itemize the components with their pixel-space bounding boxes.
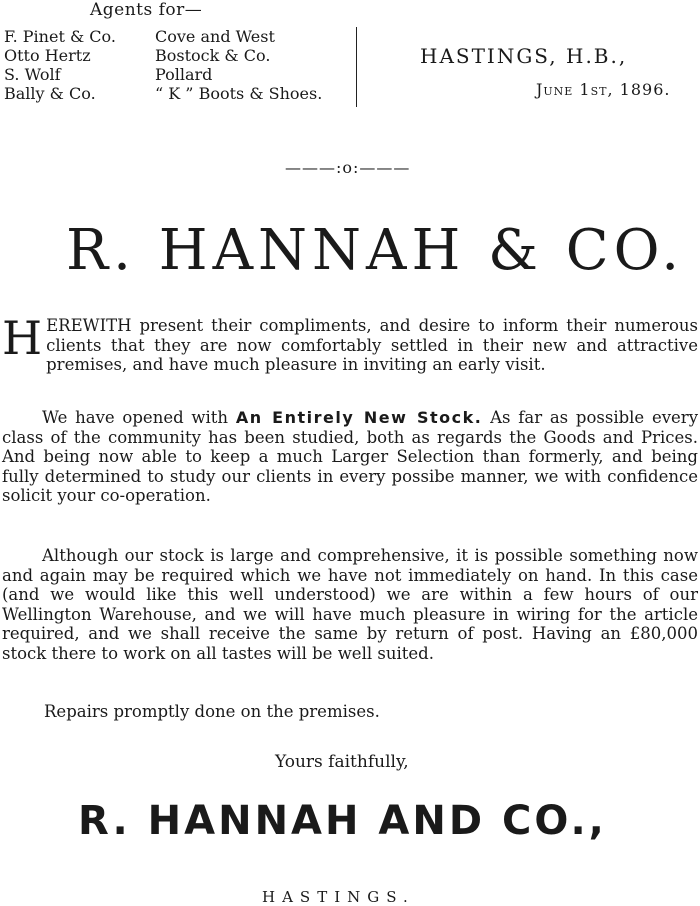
agent-item: Cove and West [155,27,275,46]
closing-salutation: Yours faithfully, [275,752,409,772]
header-divider [356,27,357,107]
new-stock-emphasis: An Entirely New Stock. [235,408,483,427]
city-heading: HASTINGS, H.B., [420,44,628,68]
signature: R. HANNAH AND CO., [78,798,607,844]
agent-item: Pollard [155,65,213,84]
agent-item: S. Wolf [4,65,61,84]
paragraph-text: We have opened with [42,408,229,427]
agents-title: Agents for— [90,0,203,20]
date-line: June 1st, 1896. [536,80,671,99]
paragraph-text: As far as possible every class of the community has been studied, both as regards the Goods and Prices. And being now able to keep a much Larger Selection than formerly, and being fully determined to study our clients in every possibe manner, we with confidence solicit your co-operation. [2,408,699,505]
paragraph-new-stock [2,408,698,506]
repairs-line: Repairs promptly done on the premises. [44,702,380,721]
paragraph-intro [2,311,698,375]
paragraph-intro-text: EREWITH present their compliments, and desire to inform their numerous clients that they are now comfortably settled in their new and attractive premises, and have much pleasure in inviting an early visit. [46,316,698,374]
drop-cap: H [2,311,43,365]
agent-item: F. Pinet & Co. [4,27,116,46]
agent-item: Otto Hertz [4,46,91,65]
agent-item: Bally & Co. [4,84,96,103]
agent-item: Bostock & Co. [155,46,271,65]
ornament-divider: ———:o:——— [285,158,411,177]
paragraph-stock-note: Although our stock is large and comprehensive, it is possible something now and again may be required which we have not immediately on hand. In this case (and we would like this well understood) we are within a few hours of our Wellington Warehouse, and we will have much pleasure in wiring for the article required, and we shall receive the same by return of post. Having an £80,000 stock there to work on all tastes will be well suited. [2,546,698,663]
firm-title: R. HANNAH & CO. [66,218,685,283]
footer-city: HASTINGS. [262,888,415,906]
agent-item: “ K ” Boots & Shoes. [155,84,323,103]
